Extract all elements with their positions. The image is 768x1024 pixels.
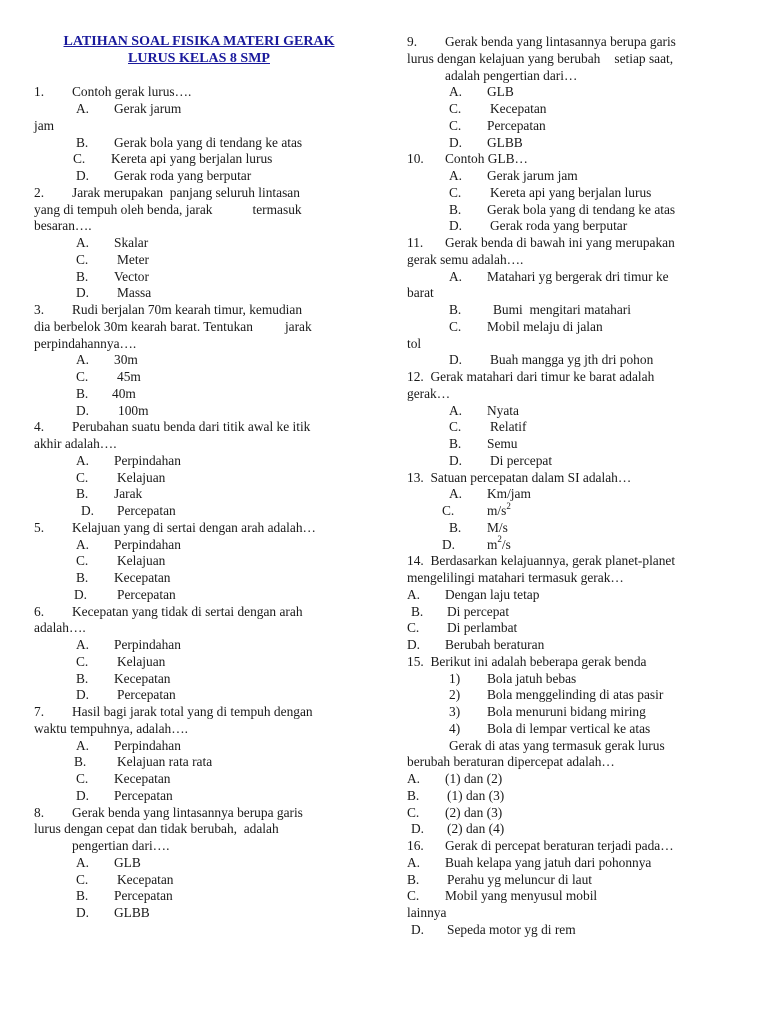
option[interactable]: B. Kecepatan bbox=[76, 670, 171, 686]
option[interactable]: A. Perpindahan bbox=[76, 536, 181, 552]
option[interactable]: B. Percepatan bbox=[76, 888, 173, 904]
question-text: berubah beraturan dipercepat adalah… bbox=[407, 754, 615, 770]
option-wrap: tol bbox=[407, 335, 422, 351]
option[interactable]: B. Gerak bola yang di tendang ke atas bbox=[76, 134, 303, 150]
option[interactable]: D. Percepatan bbox=[74, 586, 176, 602]
question-text: gerak… bbox=[407, 385, 451, 401]
option[interactable]: C. Relatif bbox=[449, 419, 527, 435]
option[interactable]: D. Buah mangga yg jth dri pohon bbox=[449, 352, 654, 368]
option[interactable]: A. Km/jam bbox=[449, 486, 531, 502]
question-12: 12. Gerak matahari dari timur ke barat adalah bbox=[407, 369, 655, 384]
option[interactable]: B. 40m bbox=[76, 385, 136, 401]
option-wrap: lainnya bbox=[407, 905, 447, 920]
option[interactable]: C. (2) dan (3) bbox=[407, 804, 503, 820]
page-subtitle: LURUS KELAS 8 SMP bbox=[128, 50, 270, 66]
question-6: 6. Kecepatan yang tidak di sertai dengan arah bbox=[34, 603, 303, 619]
option[interactable]: C. Percepatan bbox=[449, 117, 546, 133]
question-text: perpindahannya…. bbox=[34, 335, 137, 351]
question-2: 2. Jarak merupakan panjang seluruh lintasan bbox=[34, 184, 300, 200]
question-text: Gerak di atas yang termasuk gerak lurus bbox=[449, 737, 665, 753]
right-column bbox=[407, 34, 737, 939]
option[interactable]: B. Bumi mengitari matahari bbox=[449, 302, 631, 317]
question-text: mengelilingi matahari termasuk gerak… bbox=[407, 570, 624, 585]
option[interactable]: A. Matahari yg bergerak dri timur ke bbox=[449, 268, 669, 284]
option[interactable]: D. Percepatan bbox=[76, 687, 176, 703]
option[interactable]: B. Kelajuan rata rata bbox=[74, 754, 213, 770]
question-15: 15. Berikut ini adalah beberapa gerak benda bbox=[407, 653, 647, 669]
option[interactable]: C. Mobil yang menyusul mobil bbox=[407, 888, 598, 904]
option[interactable]: D. Percepatan bbox=[81, 503, 176, 518]
option[interactable]: D. Gerak roda yang berputar bbox=[76, 168, 252, 183]
option[interactable]: A. GLB bbox=[449, 84, 514, 100]
question-9: 9. Gerak benda yang lintasannya berupa garis bbox=[407, 34, 676, 49]
question-1: 1. Contoh gerak lurus…. bbox=[34, 84, 192, 100]
question-text: adalah…. bbox=[34, 620, 86, 636]
question-text: lurus dengan kelajuan yang berubah setiap saat, bbox=[407, 50, 674, 66]
question-text: gerak semu adalah…. bbox=[407, 251, 524, 267]
option-wrap: jam bbox=[34, 117, 55, 133]
option[interactable]: A. Dengan laju tetap bbox=[407, 586, 540, 602]
question-text: dia berbelok 30m kearah barat. Tentukan jarak bbox=[34, 318, 312, 334]
question-7: 7. Hasil bagi jarak total yang di tempuh dengan bbox=[34, 704, 313, 719]
option[interactable]: B. Vector bbox=[76, 268, 149, 284]
option[interactable]: C. Kecepatan bbox=[76, 871, 174, 887]
spacer bbox=[34, 68, 364, 85]
option[interactable]: D. Sepeda motor yg di rem bbox=[411, 921, 576, 937]
question-text: lurus dengan cepat dan tidak berubah, adalah bbox=[34, 821, 279, 837]
option[interactable]: B. Kecepatan bbox=[76, 570, 171, 585]
question-8: 8. Gerak benda yang lintasannya berupa garis bbox=[34, 804, 303, 820]
option[interactable]: C. Kereta api yang berjalan lurus bbox=[449, 184, 652, 200]
question-text: pengertian dari…. bbox=[72, 838, 170, 853]
option[interactable]: D. (2) dan (4) bbox=[411, 821, 505, 837]
option[interactable]: A. Perpindahan bbox=[76, 737, 181, 753]
left-column bbox=[34, 34, 364, 922]
list-item: 2) Bola menggelinding di atas pasir bbox=[449, 687, 664, 703]
option[interactable]: C. Kereta api yang berjalan lurus bbox=[73, 151, 273, 167]
option-wrap: barat bbox=[407, 285, 434, 301]
option[interactable]: D. Di percepat bbox=[449, 452, 553, 468]
option[interactable]: A. Nyata bbox=[449, 402, 519, 418]
question-5: 5. Kelajuan yang di sertai dengan arah adalah… bbox=[34, 519, 316, 535]
option[interactable]: C. Kelajuan bbox=[76, 653, 166, 669]
option[interactable]: D. GLBB bbox=[449, 134, 523, 150]
question-text: besaran…. bbox=[34, 218, 92, 234]
option[interactable]: B. Gerak bola yang di tendang ke atas bbox=[449, 201, 676, 217]
option[interactable]: D. Gerak roda yang berputar bbox=[449, 218, 628, 234]
page-title: LATIHAN SOAL FISIKA MATERI GERAK bbox=[63, 34, 335, 49]
question-4: 4. Perubahan suatu benda dari titik awal ke itik bbox=[34, 419, 311, 435]
option[interactable]: D. Percepatan bbox=[76, 787, 173, 803]
question-text: adalah pengertian dari… bbox=[445, 67, 578, 83]
option[interactable]: A. Perpindahan bbox=[76, 637, 181, 652]
option[interactable]: A. 30m bbox=[76, 352, 138, 368]
option[interactable]: A. Skalar bbox=[76, 235, 149, 250]
option[interactable]: B. Jarak bbox=[76, 486, 143, 502]
option[interactable]: D. Massa bbox=[76, 285, 152, 301]
question-10: 10. Contoh GLB… bbox=[407, 151, 528, 167]
question-text: akhir adalah…. bbox=[34, 436, 117, 451]
option[interactable]: D. 100m bbox=[76, 402, 149, 418]
list-item: 3) Bola menuruni bidang miring bbox=[449, 704, 646, 719]
question-13: 13. Satuan percepatan dalam SI adalah… bbox=[407, 469, 632, 485]
question-14: 14. Berdasarkan kelajuannya, gerak planet-planet bbox=[407, 553, 676, 569]
option[interactable]: D. GLBB bbox=[76, 905, 150, 920]
option[interactable]: B. (1) dan (3) bbox=[407, 787, 505, 803]
option[interactable]: A. Gerak jarum bbox=[76, 101, 182, 116]
option[interactable]: C. Di perlambat bbox=[407, 620, 518, 636]
question-16: 16. Gerak di percepat beraturan terjadi pada… bbox=[407, 838, 674, 853]
question-3: 3. Rudi berjalan 70m kearah timur, kemudian bbox=[34, 302, 303, 317]
option[interactable]: D. Berubah beraturan bbox=[407, 637, 545, 652]
option[interactable]: C. Mobil melaju di jalan bbox=[449, 318, 603, 334]
option[interactable]: C. Kecepatan bbox=[76, 771, 171, 786]
question-11: 11. Gerak benda di bawah ini yang merupakan bbox=[407, 235, 675, 250]
option[interactable]: C. $m/s^2$ bbox=[442, 500, 511, 518]
option[interactable]: C. Kelajuan bbox=[76, 553, 166, 569]
question-text: yang di tempuh oleh benda, jarak termasuk bbox=[34, 201, 302, 217]
list-item: 4) Bola di lempar vertical ke atas bbox=[449, 720, 651, 736]
option[interactable]: B. Semu bbox=[449, 436, 518, 451]
question-text: waktu tempuhnya, adalah…. bbox=[34, 720, 188, 736]
list-item: 1) Bola jatuh bebas bbox=[449, 670, 577, 686]
option[interactable]: B. Di percepat bbox=[411, 603, 510, 619]
option[interactable]: A. Gerak jarum jam bbox=[449, 168, 578, 183]
option[interactable]: C. 45m bbox=[76, 369, 141, 384]
option[interactable]: A. GLB bbox=[76, 854, 141, 870]
option[interactable]: A. Buah kelapa yang jatuh dari pohonnya bbox=[407, 854, 652, 870]
option[interactable]: C. Kecepatan bbox=[449, 101, 547, 116]
option[interactable]: B. Perahu yg meluncur di laut bbox=[407, 871, 593, 887]
option[interactable]: C. Meter bbox=[76, 251, 149, 267]
option[interactable]: D. $m^2/s$ bbox=[442, 534, 511, 552]
option[interactable]: C. Kelajuan bbox=[76, 469, 166, 485]
option[interactable]: A. Perpindahan bbox=[76, 452, 181, 468]
option[interactable]: B. M/s bbox=[449, 519, 508, 535]
option[interactable]: A. (1) dan (2) bbox=[407, 771, 503, 786]
